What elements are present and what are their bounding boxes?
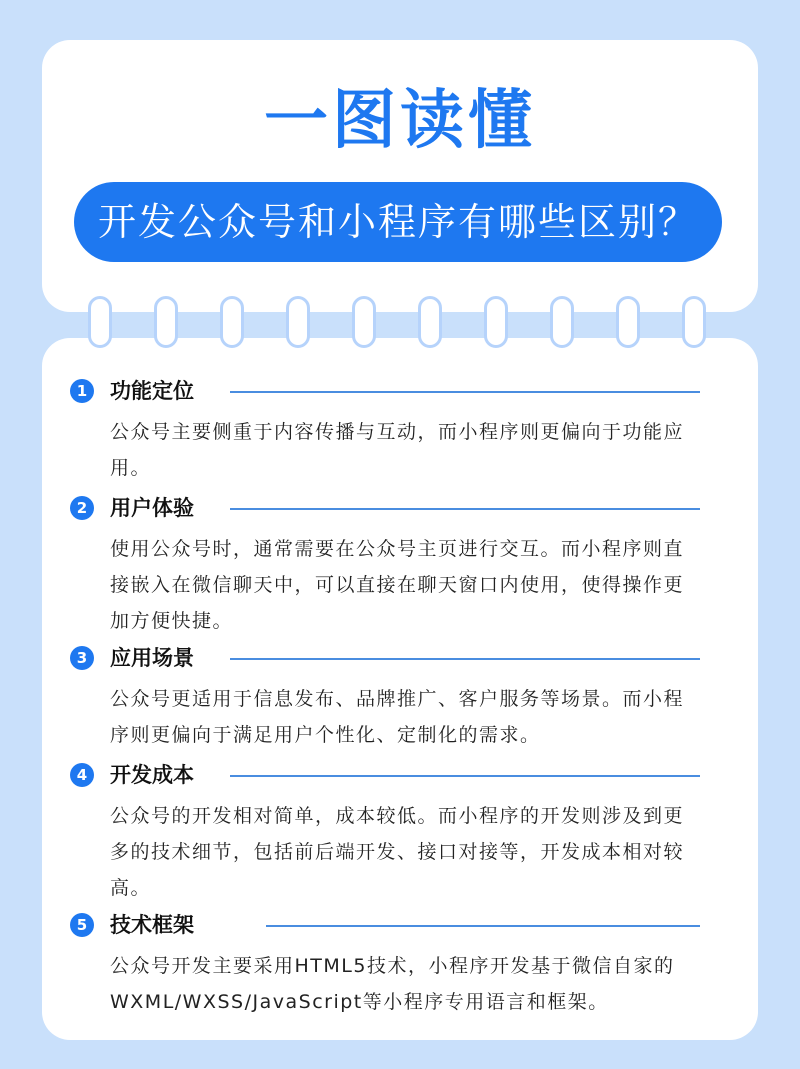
number-badge-icon: 4 [70,763,94,787]
section-title: 用户体验 [110,496,194,520]
page-title: 一图读懂 [264,84,536,158]
section-user-experience [70,493,710,639]
section-title: 技术框架 [110,913,194,937]
section-scenarios [70,643,710,753]
binder-ring-icon [682,296,706,348]
binder-ring-icon [154,296,178,348]
divider-line [230,775,700,777]
section-body: 公众号开发主要采用HTML5技术，小程序开发基于微信自家的WXML/WXSS/JavaScript等小程序专用语言和框架。 [110,955,675,1013]
divider-line [230,508,700,510]
subtitle-banner: 开发公众号和小程序有哪些区别？ [74,182,722,262]
binder-ring-icon [220,296,244,348]
section-title: 开发成本 [110,763,194,787]
section-title: 应用场景 [110,646,194,670]
section-body: 公众号主要侧重于内容传播与互动，而小程序则更偏向于功能应用。 [110,421,685,479]
divider-line [230,658,700,660]
number-badge-icon: 5 [70,913,94,937]
binder-ring-icon [286,296,310,348]
binder-ring-icon [616,296,640,348]
binder-ring-icon [484,296,508,348]
section-body: 公众号更适用于信息发布、品牌推广、客户服务等场景。而小程序则更偏向于满足用户个性化、定制化的需求。 [110,688,685,746]
section-function [70,376,710,486]
divider-line [230,391,700,393]
binder-ring-icon [88,296,112,348]
section-title: 功能定位 [110,379,194,403]
binder-ring-icon [418,296,442,348]
binder-ring-icon [550,296,574,348]
number-badge-icon: 1 [70,379,94,403]
number-badge-icon: 3 [70,646,94,670]
number-badge-icon: 2 [70,496,94,520]
section-body: 使用公众号时，通常需要在公众号主页进行交互。而小程序则直接嵌入在微信聊天中，可以直接在聊天窗口内使用，使得操作更加方便快捷。 [110,538,685,632]
section-framework [70,910,710,1020]
section-cost [70,760,710,906]
header-card [42,40,758,312]
divider-line [266,925,700,927]
section-body: 公众号的开发相对简单，成本较低。而小程序的开发则涉及到更多的技术细节，包括前后端开发、接口对接等，开发成本相对较高。 [110,805,685,899]
binder-ring-icon [352,296,376,348]
